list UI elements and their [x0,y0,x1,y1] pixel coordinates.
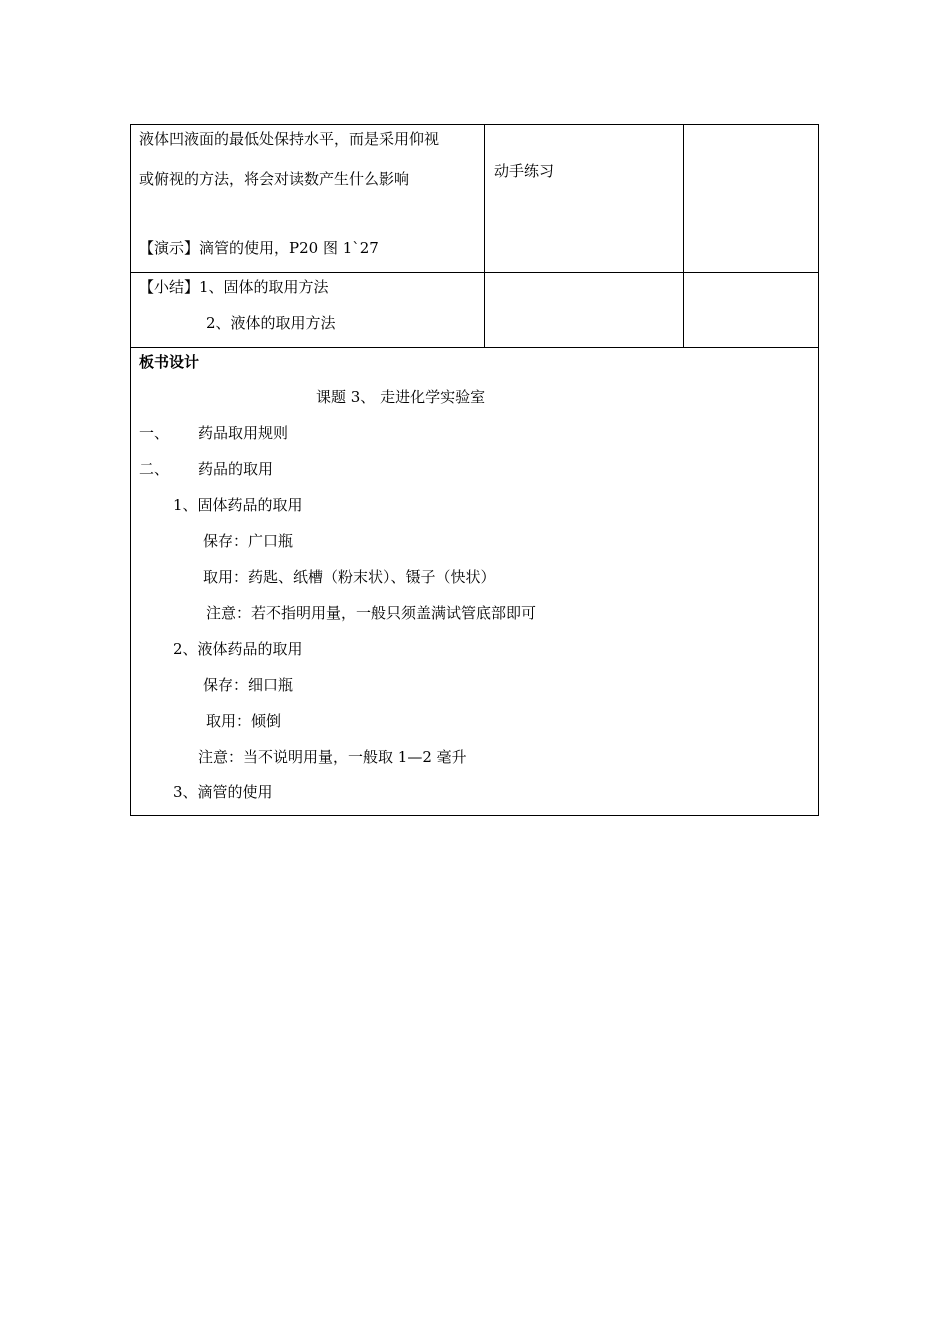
row1-content-line3: 【演示】滴管的使用，P20 图 1`27 [139,239,379,257]
sub1-note: 注意：若不指明用量，一般只须盖满试管底部即可 [206,604,537,622]
table-row-divider-2 [130,347,819,348]
board-item-2-number: 二、 [139,460,170,478]
sub1-title: 1、固体药品的取用 [173,496,303,514]
board-design-heading: 板书设计 [139,353,200,371]
table-row-divider-1 [130,272,819,273]
row1-content-line1: 液体凹液面的最低处保持水平，而是采用仰视 [139,130,440,148]
row2-summary-line2: 2、液体的取用方法 [206,314,336,332]
sub2-title: 2、液体药品的取用 [173,640,303,658]
board-item-1-text: 药品取用规则 [198,424,289,442]
row1-content-line2: 或俯视的方法，将会对读数产生什么影响 [139,170,410,188]
board-item-2-text: 药品的取用 [198,460,274,478]
sub2-store: 保存：细口瓶 [203,676,294,694]
table-column-divider-1 [484,124,485,348]
sub2-note: 注意：当不说明用量，一般取 1—2 毫升 [198,748,467,766]
sub2-take: 取用：倾倒 [206,712,282,730]
sub3-title: 3、滴管的使用 [173,783,273,801]
sub1-store: 保存：广口瓶 [203,532,294,550]
board-design-title: 课题 3、 走进化学实验室 [316,388,486,406]
row1-activity: 动手练习 [494,162,555,180]
sub1-take: 取用：药匙、纸槽（粉末状）、镊子（快状） [203,568,496,586]
board-item-1-number: 一、 [139,424,170,442]
table-column-divider-2 [683,124,684,348]
row2-summary-line1: 【小结】1、固体的取用方法 [139,278,329,296]
